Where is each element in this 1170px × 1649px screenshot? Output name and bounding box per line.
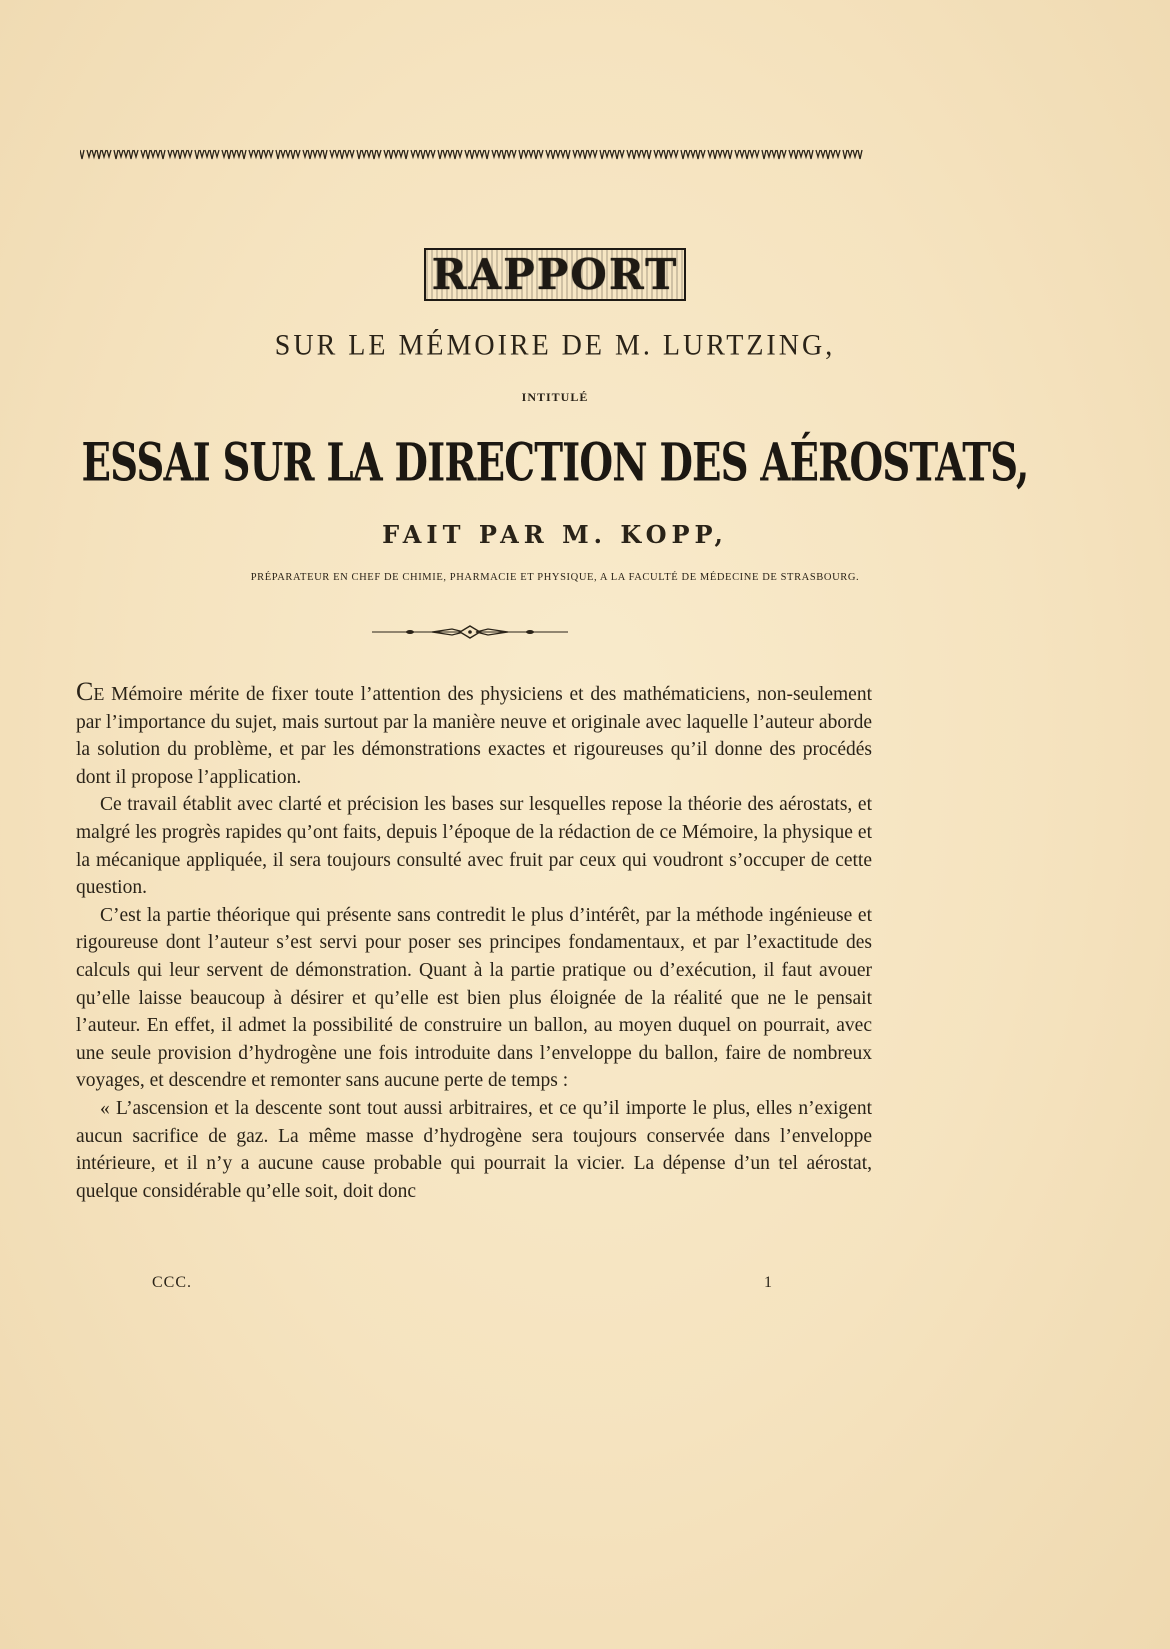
paragraph-1 xyxy=(76,678,872,791)
paragraph-1-text: Mémoire mérite de fixer toute l’attention des physiciens et des mathématiciens, non-seulement par l’importance du sujet, mais surtout par la manière neuve et originale avec laquelle l’auteur aborde la solution du problème, et par les démonstrations exactes et rigoureuses qu’il donne des procédés dont il propose l’application. xyxy=(76,684,872,788)
paragraph-3: C’est la partie théorique qui présente sans contredit le plus d’intérêt, par la méthode ingénieuse et rigoureuse dont l’auteur s’est servi pour poser ses principes fondamentaux, et par l’exactitude des calculs qui leur servent de démonstration. Quant à la partie pratique ou d’exécution, il faut avouer qu’elle laisse beaucoup à désirer et qu’elle est bien plus éloignée de la réalité que ne le pensait l’auteur. En effet, il admet la possibilité de construire un ballon, au moyen duquel on pourrait, avec une seule provision d’hydrogène une fois introduite dans l’enveloppe du ballon, faire de nombreux voyages, et descendre et remonter sans aucune perte de temps : xyxy=(76,904,872,1092)
paragraph-4: « L’ascension et la descente sont tout aussi arbitraires, et ce qu’il importe le plus, elles n’exigent aucun sacrifice de gaz. La même masse d’hydrogène sera toujours conservée dans l’enveloppe intérieure, et il n’y a aucune cause probable qui pourrait la vicier. La dépense d’un tel aérostat, quelque considérable qu’elle soit, doit donc xyxy=(76,1097,872,1202)
main-title: ESSAI SUR LA DIRECTION DES AÉROSTATS, xyxy=(81,433,1029,494)
body-text xyxy=(76,678,872,1205)
ornamental-rule xyxy=(80,146,863,160)
author-role: PRÉPARATEUR EN CHEF DE CHIMIE, PHARMACIE ET PHYSIQUE, A LA FACULTÉ DE MÉDECINE DE STRASBOURG. xyxy=(250,572,860,583)
signature-folio: 1 xyxy=(764,1274,772,1291)
paragraph-2: Ce travail établit avec clarté et précision les bases sur lesquelles repose la théorie des aérostats, et malgré les progrès rapides qu’ont faits, depuis l’époque de la rédaction de ce Mémoire, la physique et la mécanique appliquée, il sera toujours consulté avec fruit par ceux qui voudront s’occuper de cette question. xyxy=(76,794,872,899)
rapport-title xyxy=(0,248,1140,301)
signature-mark: CCC. xyxy=(152,1274,193,1291)
intitule-label: INTITULÉ xyxy=(521,390,589,404)
fleuron-ornament xyxy=(372,624,568,640)
rapport-title-text: RAPPORT xyxy=(424,248,687,301)
drop-initial: Ce xyxy=(76,677,105,706)
author-line: FAIT PAR M. KOPP, xyxy=(382,520,728,549)
memoir-subtitle: SUR LE MÉMOIRE DE M. LURTZING, xyxy=(274,329,836,362)
